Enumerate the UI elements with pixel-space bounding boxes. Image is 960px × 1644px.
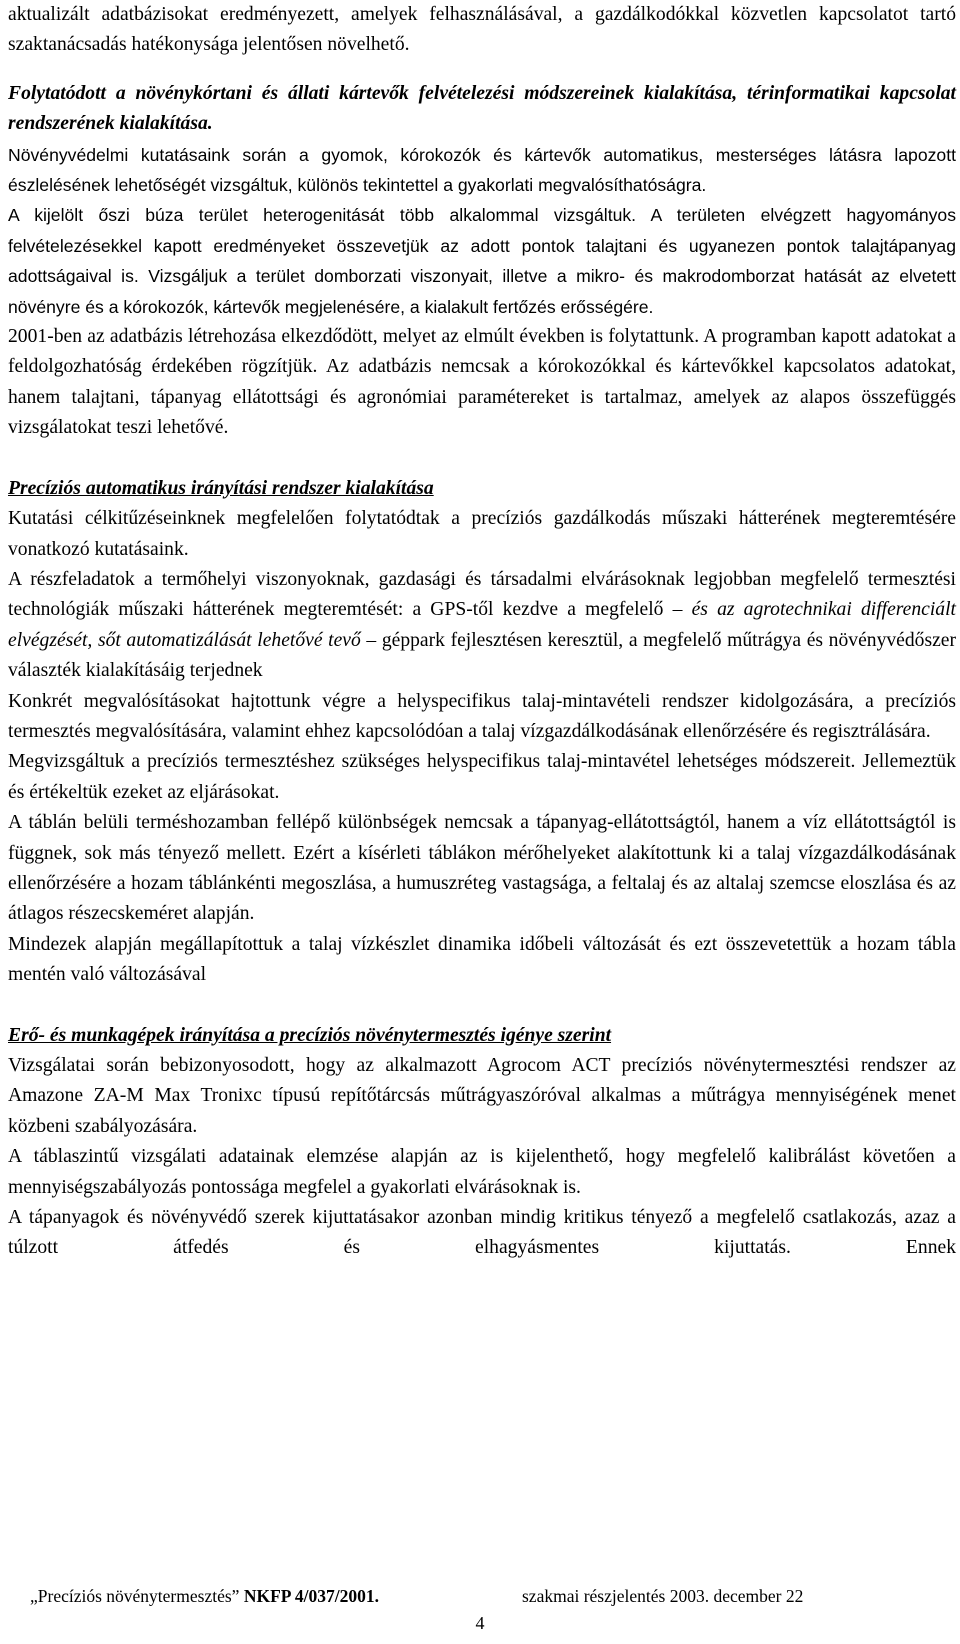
paragraph-text: géppark fejlesztésen keresztül, a megfelelő műtrágya és növényvédőszer választék kialakításáig terjednek: [8, 629, 956, 682]
page-body: [8, 0, 956, 1264]
paragraph: A tápanyagok és növényvédő szerek kijuttatásakor azonban mindig kritikus tényező a megfelelő csatlakozás, azaz a túlzott átfedés és elhagyásmentes kijuttatás. Ennek: [8, 1207, 956, 1259]
spacer: [8, 991, 956, 1021]
paragraph: Konkrét megvalósításokat hajtottunk végre a helyspecifikus talaj-mintavételi rendszer kidolgozására, a precíziós termesztés megvalósítására, valamint ehhez kapcsolódóan a talaj vízgazdálkodásának ellenőrzésére és regisztrálására.: [8, 690, 956, 742]
footer-report-date: szakmai részjelentés 2003. december 22: [522, 1586, 804, 1606]
paragraph: Megvizsgáltuk a precíziós termesztéshez szükséges helyspecifikus talaj-mintavétel lehetséges módszereit. Jellemeztük és értékeltük ezeket az eljárásokat.: [8, 751, 956, 803]
section-3: [8, 1021, 956, 1264]
paragraph: 2001-ben az adatbázis létrehozása elkezdődött, melyet az elmúlt években is folytattunk. A programban kapott adatokat a feldolgozhatóság érdekében rögzítjük. Az adatbázis nemcsak a kórokozókkal és kártevőkkel kapcsolatos adatokat, hanem talajtani, tápanyag ellátottsági és agronómiai paramétereket is tartalmaz, amelyek az alapos összefüggés vizsgálatokat teszi lehetővé.: [8, 326, 956, 439]
paragraph: Vizsgálatai során bebizonyosodott, hogy az alkalmazott Agrocom ACT precíziós növénytermesztési rendszer az Amazone ZA-M Max Tronixc típusú repítőtárcsás műtrágyaszóróval alkalmas a műtrágya mennyiségének menet közbeni szabályozására.: [8, 1055, 956, 1137]
paragraph: A kijelölt őszi búza terület heterogenitását több alkalommal vizsgáltuk. A területen elvégzett hagyományos felvételezésekkel kapott eredményeket összevetjük az adott pontok talajtani és ugyanezen pontok talajtápanyag adottságaival is. Vizsgáljuk a terület domborzati viszonyait, illetve a mikro- és makrodomborzat hatását az elvetett növényre és a kórokozók, kártevők megjelenésére, a kialakult fertőzés erősségére.: [8, 205, 956, 317]
section-2: [8, 474, 956, 991]
italic-phrase: – és az agrotechnikai differenciált elvégzését, sőt automatizálását lehetővé tevő –: [8, 599, 956, 651]
section-heading: Erő- és munkagépek irányítása a precíziós növénytermesztés igénye szerint: [8, 1024, 612, 1046]
paragraph: Növényvédelmi kutatásaink során a gyomok, kórokozók és kártevők automatikus, mesterséges látásra lapozott észlelésének lehetőségét vizsgáltuk, különös tekintettel a gyakorlati megvalósíthatóságra.: [8, 144, 956, 196]
section-heading: Folytatódott a növénykórtani és állati kártevők felvételezési módszereinek kialakítása, térinformatikai kapcsolat rendszerének kialakítása.: [8, 82, 956, 135]
footer-title: „Precíziós növénytermesztés”: [30, 1586, 240, 1606]
footer-code: NKFP 4/037/2001.: [243, 1586, 379, 1606]
paragraph: A táblán belüli terméshozamban fellépő különbségek nemcsak a tápanyag-ellátottságtól, hanem a víz ellátottságtól is függnek, sok más tényező mellett. Ezért a kísérleti táblákon mérőhelyeket alakítottunk ki a talaj vízgazdálkodásának ellenőrzésére a hozam táblánkénti megoszlása, a humuszréteg vastagsága, a feltalaj és az altalaj szemcse eloszlása és az átlagos részecskeméret alapján.: [8, 812, 956, 925]
spacer: [8, 444, 956, 474]
paragraph: A táblaszintű vizsgálati adatainak elemzése alapján az is kijelenthető, hogy megfelelő kalibrálást követően a mennyiségszabályozás pontossága megfelel a gyakorlati elvárásoknak is.: [8, 1146, 956, 1198]
page-number: 4: [475, 1613, 485, 1633]
paragraph: Kutatási célkitűzéseinknek megfelelően folytatódtak a precíziós gazdálkodás műszaki hátterének megteremtésére vonatkozó kutatásaink.: [8, 508, 956, 560]
paragraph: [8, 565, 956, 687]
section-heading: Precíziós automatikus irányítási rendszer kialakítása: [8, 477, 434, 499]
paragraph-text: A részfeladatok a termőhelyi viszonyoknak, gazdasági és társadalmi elvárásoknak legjobban megfelelő termesztési technológiák műszaki hátterének megteremtését: a GPS-től kezdve a megfelelő: [8, 568, 956, 621]
spacer: [8, 61, 956, 79]
footer-project: [30, 1586, 379, 1607]
intro-paragraph: aktualizált adatbázisokat eredményezett, amelyek felhasználásával, a gazdálkodókkal közvetlen kapcsolatot tartó szaktanácsadás hatékonysága jelentősen növelhető.: [8, 4, 956, 56]
section-1: [8, 79, 956, 444]
paragraph: Mindezek alapján megállapítottuk a talaj vízkészlet dinamika időbeli változását és ezt összevetettük a hozam tábla mentén való változásával: [8, 933, 956, 986]
